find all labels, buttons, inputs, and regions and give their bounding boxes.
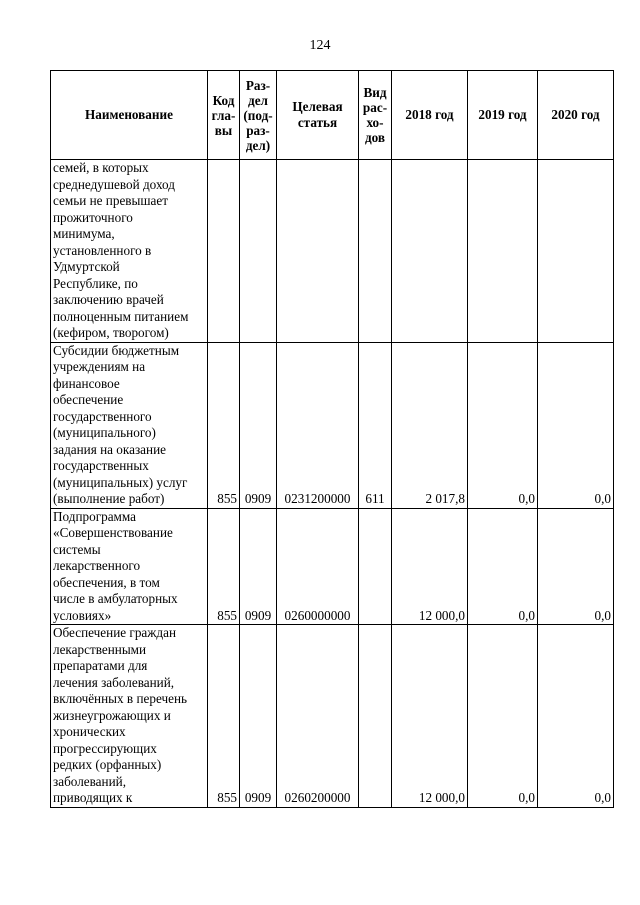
- row-name: Субсидии бюджетным учреждениям на финансовое обеспечение государственного (муниципального) задания на оказание государственных (муниципальных) услуг (выполнение работ): [51, 342, 208, 508]
- page-number: 124: [309, 38, 331, 53]
- row-section: [240, 160, 277, 343]
- row-code: 855: [208, 342, 240, 508]
- row-2020: 0,0: [538, 625, 614, 808]
- row-2020: 0,0: [538, 342, 614, 508]
- row-target: 0260000000: [277, 508, 359, 625]
- table-header-row: [51, 71, 614, 160]
- row-section: 0909: [240, 508, 277, 625]
- row-2018: [392, 160, 468, 343]
- header-2019: 2019 год: [468, 71, 538, 160]
- row-kind: [359, 508, 392, 625]
- header-code: Код гла- вы: [208, 71, 240, 160]
- header-2020: 2020 год: [538, 71, 614, 160]
- header-kind: Вид рас- хо- дов: [359, 71, 392, 160]
- row-kind: [359, 625, 392, 808]
- header-name: Наименование: [51, 71, 208, 160]
- table-row: [51, 342, 614, 508]
- row-2018: 12 000,0: [392, 508, 468, 625]
- row-code: 855: [208, 508, 240, 625]
- row-target: 0231200000: [277, 342, 359, 508]
- row-2018: 12 000,0: [392, 625, 468, 808]
- row-name: Подпрограмма «Совершенствование системы лекарственного обеспечения, в том числе в амбулаторных условиях»: [51, 508, 208, 625]
- row-2020: 0,0: [538, 508, 614, 625]
- row-section: 0909: [240, 342, 277, 508]
- row-2019: [468, 160, 538, 343]
- row-kind: 611: [359, 342, 392, 508]
- table-row: [51, 625, 614, 808]
- row-kind: [359, 160, 392, 343]
- row-section: 0909: [240, 625, 277, 808]
- row-target: 0260200000: [277, 625, 359, 808]
- table-row: [51, 508, 614, 625]
- header-2018: 2018 год: [392, 71, 468, 160]
- row-name: семей, в которых среднедушевой доход семьи не превышает прожиточного минимума, установленного в Удмуртской Республике, по заключению врачей полноценным питанием (кефиром, творогом): [51, 160, 208, 343]
- header-target: Целевая статья: [277, 71, 359, 160]
- header-section: Раз- дел (под- раз- дел): [240, 71, 277, 160]
- row-2019: 0,0: [468, 342, 538, 508]
- row-name: Обеспечение граждан лекарственными препаратами для лечения заболеваний, включённых в перечень жизнеугрожающих и хронических прогрессирующих редких (орфанных) заболеваний, приводящих к: [51, 625, 208, 808]
- row-2019: 0,0: [468, 508, 538, 625]
- row-2019: 0,0: [468, 625, 538, 808]
- row-code: 855: [208, 625, 240, 808]
- row-2020: [538, 160, 614, 343]
- row-code: [208, 160, 240, 343]
- row-target: [277, 160, 359, 343]
- budget-table: [50, 70, 614, 808]
- row-2018: 2 017,8: [392, 342, 468, 508]
- table-row: [51, 160, 614, 343]
